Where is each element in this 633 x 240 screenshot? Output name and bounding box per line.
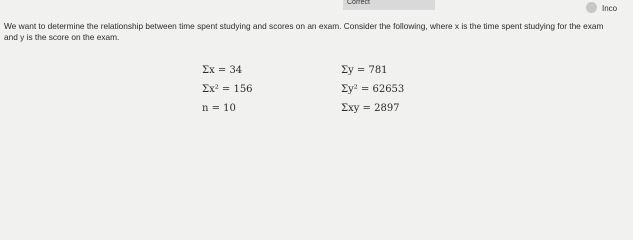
stat-sum-xy: Σxy = 2897	[341, 103, 400, 114]
stat-sum-x-squared: Σx² = 156	[202, 84, 253, 95]
question-line-2: and y is the score on the exam.	[4, 32, 120, 42]
stat-sum-y-squared: Σy² = 62653	[341, 84, 405, 95]
tab-correct[interactable]	[343, 0, 435, 10]
tab-correct-label: Correct	[347, 0, 370, 6]
status-icon	[586, 2, 597, 13]
stat-n: n = 10	[202, 103, 236, 114]
stat-sum-x: Σx = 34	[202, 65, 243, 76]
question-text	[4, 21, 633, 43]
question-line-1: We want to determine the relationship between time spent studying and scores on an exam. Consider the following, where x is the time spent studying for the exam	[4, 21, 604, 31]
top-bar	[0, 0, 633, 13]
stat-sum-y: Σy = 781	[341, 65, 388, 76]
tab-incorrect[interactable]: Inco	[602, 4, 618, 13]
